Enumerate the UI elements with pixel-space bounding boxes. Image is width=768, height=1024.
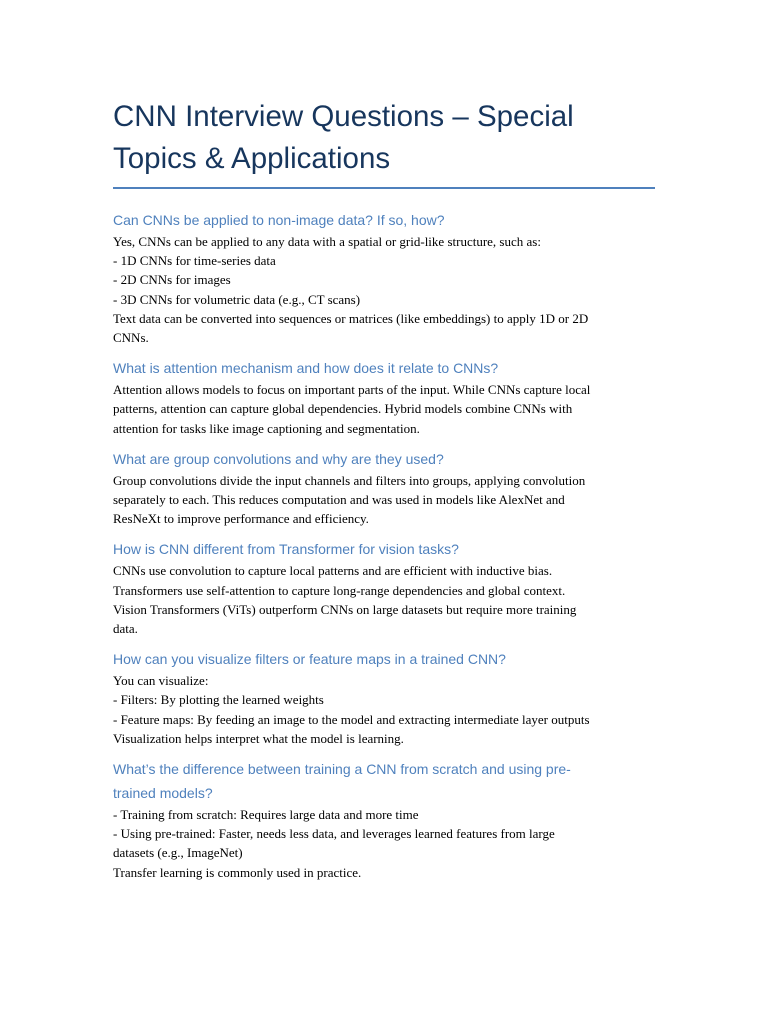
section-body-non-image-data	[113, 232, 658, 347]
section-body-scratch-vs-pretrained	[113, 805, 658, 882]
section-body-attention	[113, 380, 658, 438]
section-2-body-line: Attention allows models to focus on important parts of the input. While CNNs capture local	[113, 382, 591, 398]
section-heading-cnn-vs-transformer	[113, 537, 658, 561]
section-heading-visualize-filters	[113, 647, 658, 671]
section-2-body-line: attention for tasks like image captioning and segmentation.	[113, 420, 420, 436]
section-4-body-line: Vision Transformers (ViTs) outperform CNNs on large datasets but require more training	[113, 601, 577, 617]
section-1-body-line: - 3D CNNs for volumetric data (e.g., CT scans)	[113, 291, 361, 307]
section-6-heading-line-2: trained models?	[113, 785, 213, 802]
title-underline	[113, 187, 655, 189]
section-4-body-line: Transformers use self-attention to capture long-range dependencies and global context.	[113, 582, 566, 598]
section-3-body-line: ResNeXt to improve performance and efficiency.	[113, 511, 369, 527]
section-5-body-line: Visualization helps interpret what the model is learning.	[113, 730, 404, 746]
section-5-body-line: - Feature maps: By feeding an image to the model and extracting intermediate layer outputs	[113, 711, 590, 727]
section-5-body-line: - Filters: By plotting the learned weights	[113, 692, 324, 708]
section-3-heading-line-1: What are group convolutions and why are they used?	[113, 450, 444, 467]
section-1-body-line: Text data can be converted into sequences or matrices (like embeddings) to apply 1D or 2D	[113, 310, 589, 326]
section-1-body-line: - 1D CNNs for time-series data	[113, 253, 276, 269]
section-5-body-line: You can visualize:	[113, 673, 209, 689]
title-line-1: CNN Interview Questions – Special	[113, 100, 574, 133]
section-4-heading-line-1: How is CNN different from Transformer for vision tasks?	[113, 541, 459, 558]
section-5-heading-line-1: How can you visualize filters or feature maps in a trained CNN?	[113, 651, 506, 668]
section-1-heading-line-1: Can CNNs be applied to non-image data? If so, how?	[113, 212, 445, 228]
section-6-body-line: - Using pre-trained: Faster, needs less data, and leverages learned features from large	[113, 826, 555, 842]
title-line-2: Topics & Applications	[113, 142, 391, 175]
section-6-heading-line-1: What’s the difference between training a CNN from scratch and using pre-	[113, 761, 571, 778]
page-title	[113, 96, 633, 180]
section-2-heading-line-1: What is attention mechanism and how does it relate to CNNs?	[113, 360, 499, 377]
section-6-body-line: - Training from scratch: Requires large data and more time	[113, 807, 419, 823]
section-2-body-line: patterns, attention can capture global dependencies. Hybrid models combine CNNs with	[113, 401, 573, 417]
section-heading-scratch-vs-pretrained	[113, 757, 658, 805]
section-heading-attention	[113, 356, 658, 380]
section-heading-non-image-data	[113, 208, 658, 232]
section-6-body-line: Transfer learning is commonly used in practice.	[113, 864, 362, 880]
section-body-cnn-vs-transformer	[113, 561, 658, 638]
section-body-visualize-filters	[113, 671, 658, 748]
section-3-body-line: separately to each. This reduces computation and was used in models like AlexNet and	[113, 492, 565, 508]
section-1-body-line: Yes, CNNs can be applied to any data with a spatial or grid-like structure, such as:	[113, 234, 541, 249]
section-4-body-line: CNNs use convolution to capture local patterns and are efficient with inductive bias.	[113, 563, 553, 579]
section-1-body-line: - 2D CNNs for images	[113, 272, 231, 288]
section-body-group-convolutions	[113, 471, 658, 529]
section-4-body-line: data.	[113, 621, 138, 637]
section-6-body-line: datasets (e.g., ImageNet)	[113, 845, 243, 861]
section-heading-group-convolutions	[113, 447, 658, 471]
section-1-body-line: CNNs.	[113, 330, 149, 346]
section-3-body-line: Group convolutions divide the input channels and filters into groups, applying convolution	[113, 472, 586, 488]
